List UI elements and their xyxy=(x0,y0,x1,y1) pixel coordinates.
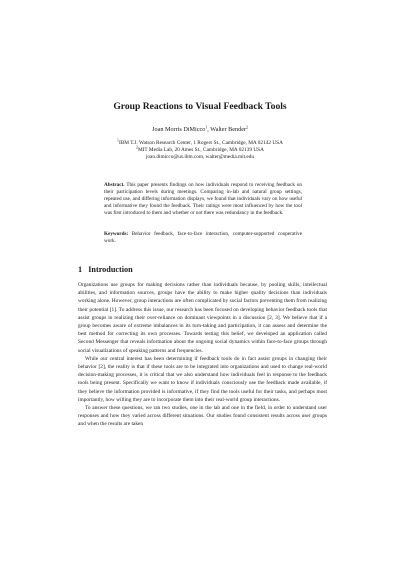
body-paragraph: To answer these questions, we ran two studies, one in the lab and one in the field, in order to understand user responses and how they varied across different situations. Our studies found consistent results across user groups and when the results are taken xyxy=(78,405,327,428)
abstract-text: This paper presents findings on how individuals respond to receiving feedback on their participation levels during meetings. Comparing in-lab and natural group settings, repeated use, and differing information displays, we found that individuals vary on how useful and informative they found the feedback. Their ratings were most influenced by how the tool was first introduced to them and whether or not there was redundancy in the feedback. xyxy=(104,182,302,216)
body-paragraph: Organizations use groups for making decisions rather than individuals because, by pooling skills, intellectual abilities, and information sources, groups have the ability to make higher quality decisions than individuals working alone. However, group interactions are often complicated by social factors preventing them from realizing their potential [1]. To address this issue, our research has been focused on developing behavior feedback tools that assist groups in realizing their over-reliance on dominant viewpoints in a discussion [2, 3]. We believe that if a group becomes aware of extreme imbalances in its turn-taking and participation, it can assess and determine the best method for correcting its own processes. Towards testing this belief, we developed an application called Second Messenger that reveals information about the ongoing social dynamics within face-to-face groups through social visualizations of speaking patterns and frequencies. xyxy=(78,282,327,354)
author-affiliation-mark: 2 xyxy=(246,125,248,130)
paper-title: Group Reactions to Visual Feedback Tools xyxy=(113,101,287,112)
author-emails: joan.dimicco@us.ibm.com, walter@media.mit.edu xyxy=(145,154,255,160)
abstract-label: Abstract. xyxy=(104,182,125,188)
section-body xyxy=(78,281,327,429)
section-title: Introduction xyxy=(88,265,133,274)
author-name: Joan Morris DiMicco xyxy=(152,126,206,133)
keywords-label: Keywords: xyxy=(104,231,129,237)
author-affiliation-mark: 1 xyxy=(205,125,208,130)
affiliation-mark: 2 xyxy=(136,145,138,150)
affiliation-text: MIT Media Lab, 20 Ames St., Cambridge, MA 02139 USA xyxy=(137,147,264,153)
body-paragraph: While our central interest has been determining if feedback tools do in fact assist groups in changing their behavior [2], the reality is that if these tools are to be integrated into organizations and used to change real-world decision-making processes, it is critical that we also understand how individuals feel in response to the feedback tools being present. Specifically we want to know if individuals consciously use the feedback made available, if they believe the information provided is informative, if they find the tools useful for their tasks, and perhaps most importantly, how willing they are to incorporate them into their real-world group interactions. xyxy=(78,355,327,403)
section-number: 1 xyxy=(78,265,83,274)
author-line xyxy=(0,126,400,134)
author-separator: , xyxy=(207,126,211,133)
keywords-text: Behavior feedback, face-to-face interaction, computer-supported cooperative work. xyxy=(104,231,303,244)
affiliation-mark: 1 xyxy=(117,138,119,143)
author-name: Walter Bender xyxy=(210,126,246,133)
section-heading xyxy=(78,265,133,275)
abstract xyxy=(104,182,302,217)
affiliation-text: IBM T.J. Watson Research Center, 1 Rogers St., Cambridge, MA 02142 USA xyxy=(118,140,283,146)
affiliation-line xyxy=(0,147,400,154)
affiliations xyxy=(0,140,400,161)
keywords xyxy=(104,231,302,245)
affiliation-line xyxy=(0,140,400,147)
